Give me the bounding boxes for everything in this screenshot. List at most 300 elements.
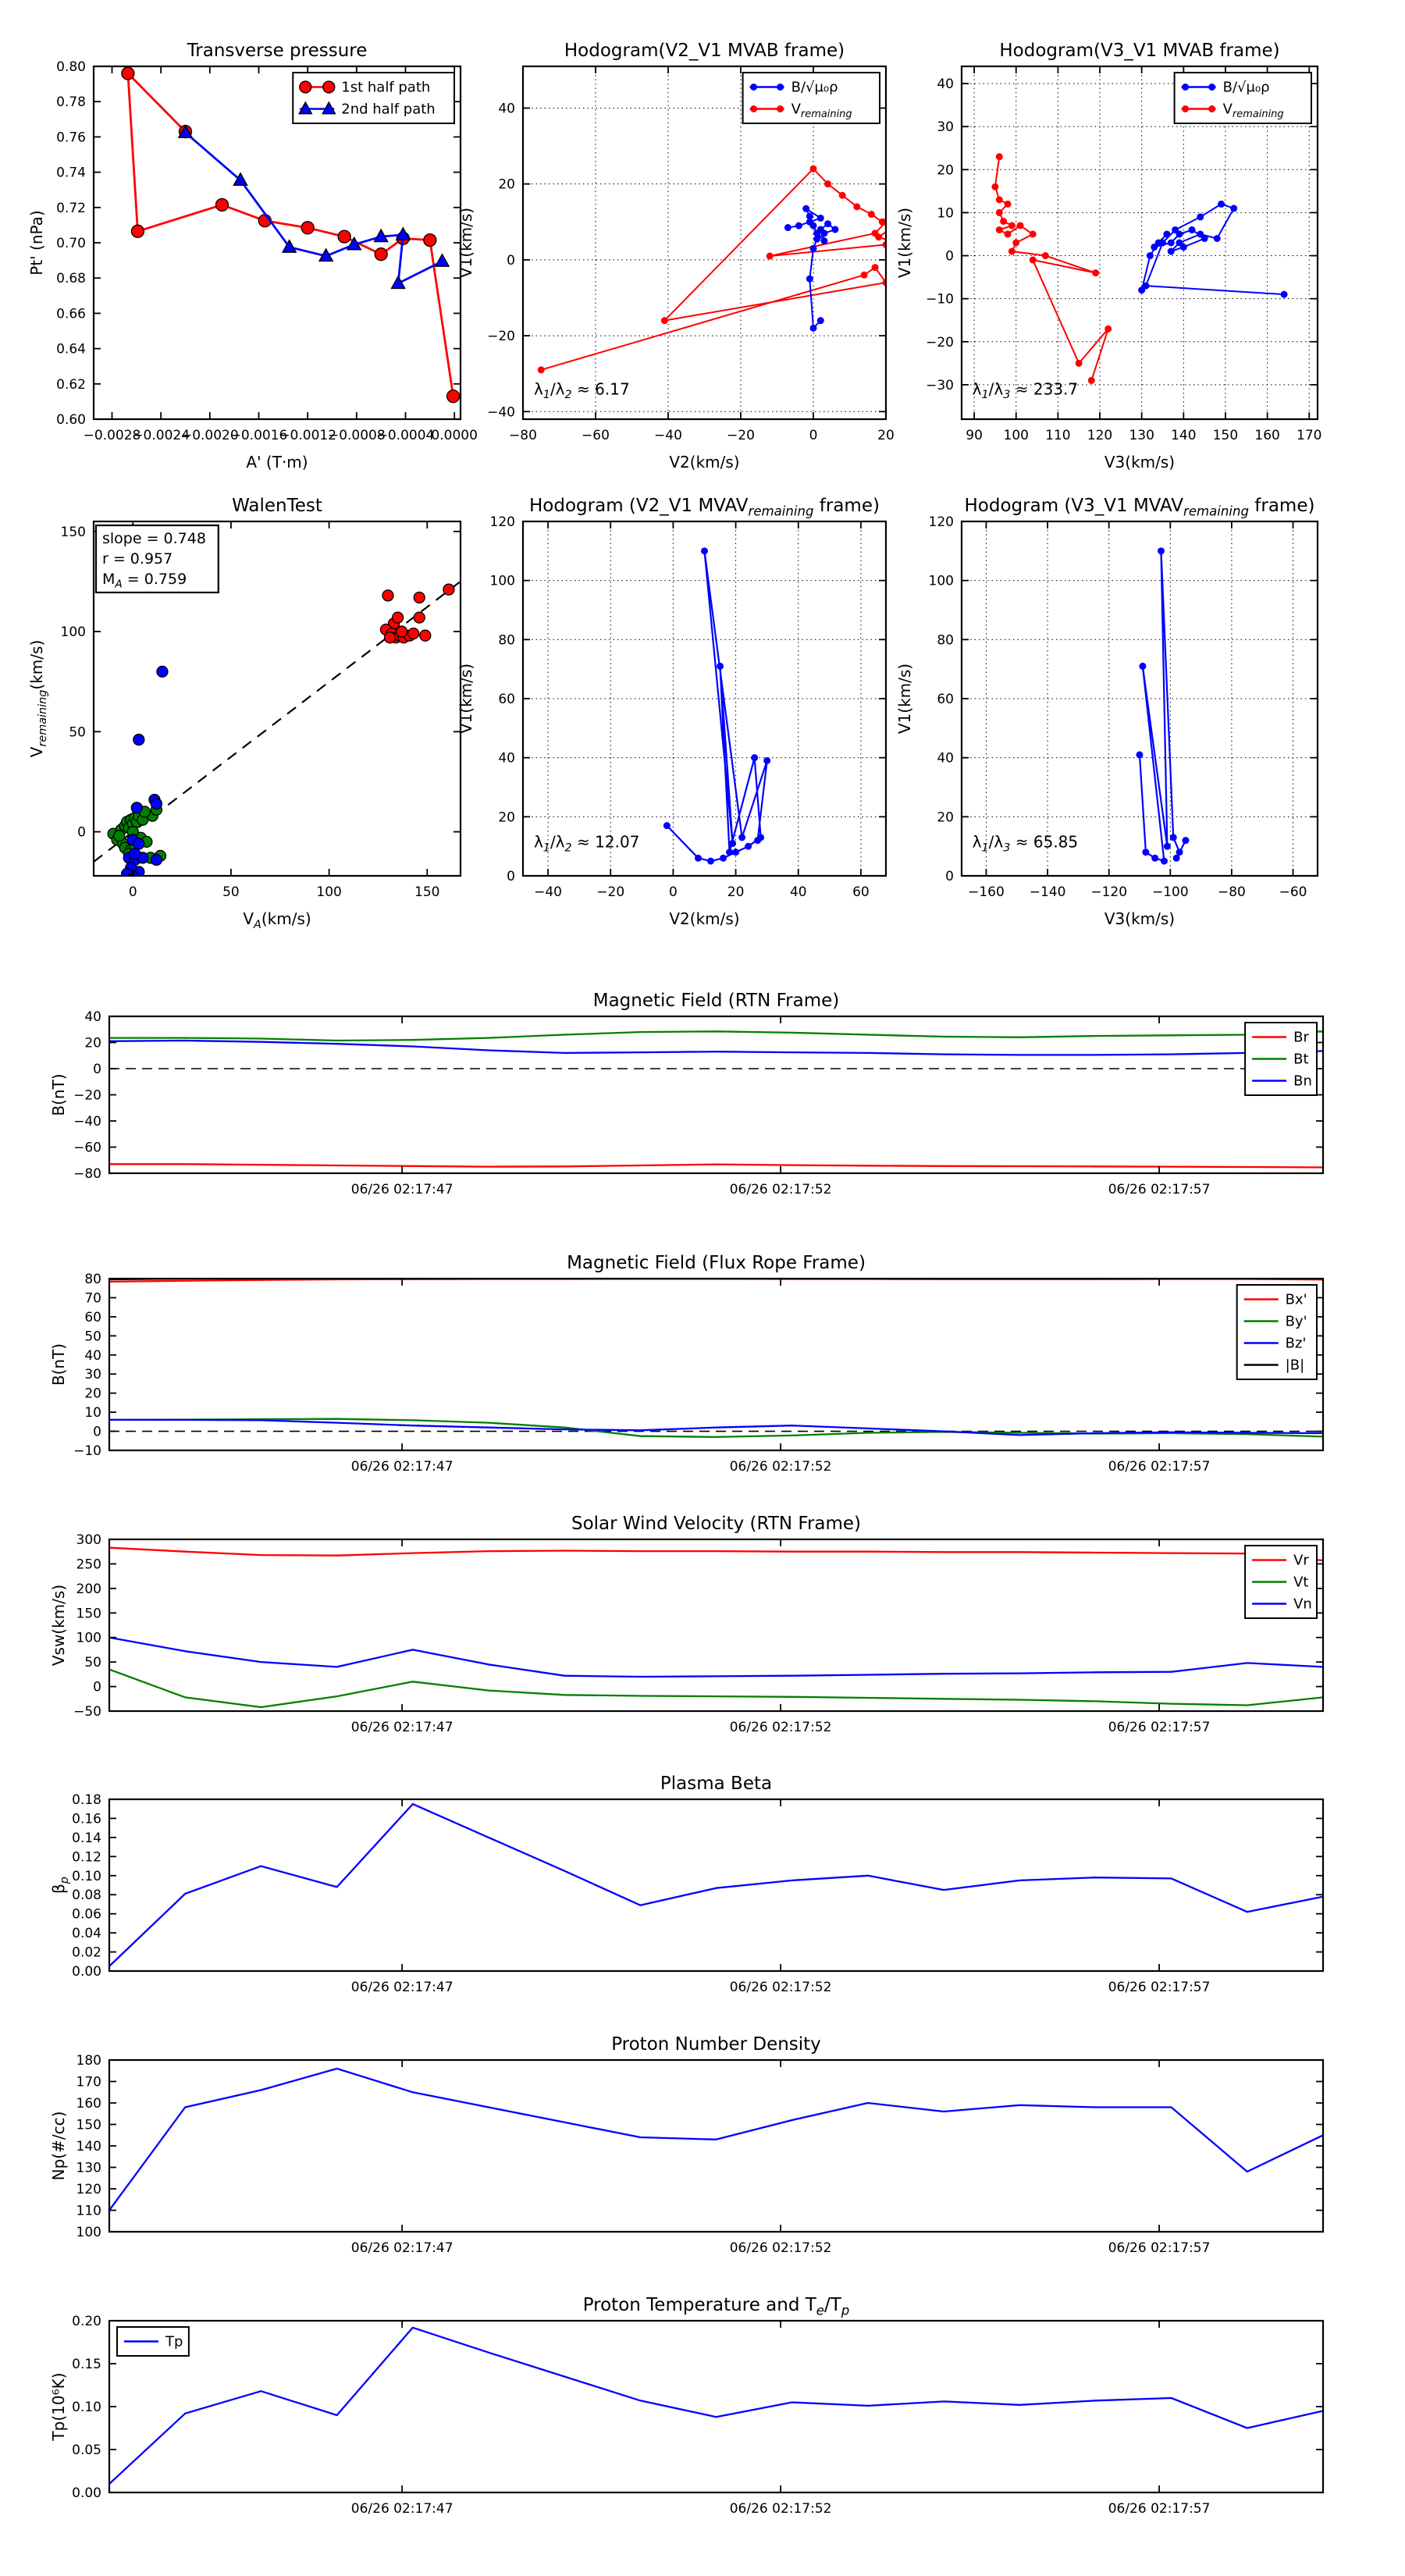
series-v-remaining	[538, 165, 908, 374]
svg-text:100: 100	[60, 624, 86, 641]
svg-text:0.80: 0.80	[56, 59, 86, 75]
marker-circle	[133, 838, 144, 849]
svg-text:90: 90	[966, 428, 983, 443]
svg-text:0.00: 0.00	[72, 2485, 101, 2501]
legend-label: Bn	[1293, 1073, 1312, 1090]
y-tick-labels	[487, 101, 515, 420]
svg-text:0: 0	[93, 1424, 101, 1440]
marker-dot	[1164, 843, 1171, 850]
marker-dot	[1104, 326, 1112, 333]
marker-circle	[382, 590, 393, 601]
marker-dot	[996, 196, 1003, 203]
axis-ticks	[109, 1279, 1323, 1450]
marker-circle	[131, 802, 142, 813]
svg-text:06/26 02:17:52: 06/26 02:17:52	[729, 2240, 832, 2256]
marker-circle	[393, 612, 404, 623]
svg-text:06/26 02:17:52: 06/26 02:17:52	[729, 2501, 832, 2517]
y-axis-label: Pt' (nPa)	[27, 210, 46, 276]
series-bn	[109, 1041, 1323, 1055]
svg-text:06/26 02:17:57: 06/26 02:17:57	[1108, 2240, 1211, 2256]
svg-text:06/26 02:17:57: 06/26 02:17:57	[1108, 1980, 1211, 1995]
marker-dot	[1139, 663, 1146, 670]
plot-b-fluxrope	[49, 1253, 1323, 1475]
svg-text:0.20: 0.20	[72, 2314, 101, 2329]
svg-text:−50: −50	[73, 1704, 101, 1720]
x-tick-labels	[509, 428, 895, 443]
marker-circle	[447, 390, 460, 403]
svg-text:50: 50	[84, 1329, 101, 1345]
svg-text:40: 40	[84, 1347, 101, 1364]
svg-text:0.04: 0.04	[72, 1926, 101, 1942]
marker-dot	[853, 203, 860, 210]
marker-dot	[777, 84, 784, 91]
marker-dot	[817, 317, 824, 324]
svg-text:0.66: 0.66	[56, 306, 86, 322]
svg-text:06/26 02:17:47: 06/26 02:17:47	[350, 1459, 454, 1475]
svg-text:0.08: 0.08	[72, 1888, 101, 1904]
marker-dot	[1151, 244, 1158, 251]
marker-dot	[1042, 252, 1049, 259]
legend-label: Bx'	[1285, 1291, 1307, 1308]
series-red-points	[380, 584, 454, 643]
stats-line: slope = 0.748	[102, 530, 206, 547]
svg-text:0: 0	[945, 248, 954, 265]
series-vt	[109, 1670, 1323, 1707]
svg-text:150: 150	[76, 1606, 101, 1622]
marker-dot	[996, 226, 1003, 233]
svg-text:−10: −10	[73, 1443, 101, 1459]
svg-text:0.70: 0.70	[56, 236, 86, 251]
svg-text:20: 20	[84, 1035, 101, 1051]
svg-text:10: 10	[84, 1405, 101, 1421]
series-v-remaining	[991, 153, 1112, 384]
marker-dot	[754, 837, 761, 844]
marker-dot	[1008, 248, 1016, 255]
svg-text:06/26 02:17:47: 06/26 02:17:47	[350, 1182, 454, 1197]
plot-tp	[49, 2295, 1323, 2517]
x-tick-labels	[351, 1980, 1211, 1995]
axis-ticks	[109, 2321, 1323, 2492]
plot-frame	[109, 1799, 1323, 1971]
marker-dot	[820, 229, 827, 237]
plot-title: Hodogram (V2_V1 $MVAV_{remaining}$ frame)	[529, 496, 880, 519]
svg-text:−60: −60	[1279, 884, 1307, 900]
svg-text:20: 20	[498, 809, 515, 826]
legend	[1245, 1546, 1317, 1618]
svg-text:200: 200	[76, 1581, 101, 1597]
marker-dot	[1182, 837, 1189, 844]
svg-text:0: 0	[93, 1062, 101, 1077]
legend-label: Vn	[1293, 1596, 1312, 1613]
plot-frame	[109, 1279, 1323, 1450]
svg-text:60: 60	[84, 1309, 101, 1325]
svg-text:−0.0004: −0.0004	[376, 428, 435, 443]
axis-ticks	[109, 1539, 1323, 1711]
axis-ticks	[109, 2060, 1323, 2232]
svg-text:80: 80	[84, 1272, 101, 1287]
x-tick-labels	[129, 884, 440, 900]
marker-circle	[301, 222, 314, 234]
plot-title: Hodogram(V2_V1 MVAB frame)	[564, 41, 845, 61]
svg-text:160: 160	[76, 2096, 101, 2112]
svg-text:180: 180	[76, 2053, 101, 2069]
svg-text:40: 40	[789, 884, 807, 900]
svg-text:130: 130	[76, 2160, 101, 2176]
legend-label: B/√μ₀ρ	[1222, 79, 1270, 96]
y-axis-label: B(nT)	[49, 1073, 68, 1116]
marker-dot	[720, 855, 727, 862]
marker-circle	[424, 234, 436, 247]
svg-text:0.18: 0.18	[72, 1792, 101, 1808]
legend-label: $V_{remaining}$	[1222, 101, 1284, 120]
legend	[293, 73, 454, 123]
marker-dot	[663, 822, 670, 829]
x-tick-labels	[968, 884, 1307, 900]
svg-text:140: 140	[1171, 428, 1197, 443]
plot-title: Magnetic Field (RTN Frame)	[592, 991, 840, 1011]
svg-text:20: 20	[937, 162, 954, 179]
y-tick-labels	[73, 1009, 101, 1182]
legend-label: B/√μ₀ρ	[791, 79, 838, 96]
svg-text:0.02: 0.02	[72, 1944, 101, 1961]
marker-circle	[443, 584, 454, 595]
plot-hodogram-v3v1-mvav	[895, 496, 1318, 928]
y-axis-label: V1(km/s)	[895, 207, 914, 279]
svg-text:50: 50	[222, 884, 240, 900]
svg-text:70: 70	[84, 1290, 101, 1307]
svg-text:−80: −80	[509, 428, 537, 443]
marker-dot	[810, 222, 817, 229]
y-tick-labels	[73, 1272, 101, 1459]
marker-dot	[810, 325, 817, 332]
svg-text:80: 80	[937, 632, 954, 649]
marker-dot	[717, 663, 724, 670]
marker-circle	[157, 666, 168, 677]
marker-dot	[1012, 240, 1019, 247]
marker-triangle	[392, 276, 405, 288]
marker-dot	[745, 843, 752, 850]
svg-text:50: 50	[84, 1655, 101, 1671]
legend	[743, 73, 880, 123]
x-axis-label: V2(km/s)	[669, 453, 740, 471]
svg-text:−80: −80	[1217, 884, 1246, 900]
marker-dot	[886, 237, 893, 244]
x-tick-labels	[84, 428, 478, 443]
svg-text:20: 20	[498, 176, 515, 193]
marker-dot	[1151, 855, 1158, 862]
marker-dot	[695, 855, 702, 862]
plot-b-rtn	[49, 991, 1323, 1197]
plot-title: Solar Wind Velocity (RTN Frame)	[571, 1514, 862, 1534]
plot-frame	[109, 2060, 1323, 2232]
marker-dot	[707, 858, 714, 865]
svg-text:120: 120	[489, 514, 515, 530]
marker-circle	[122, 67, 134, 80]
svg-text:0.12: 0.12	[72, 1849, 101, 1866]
marker-dot	[732, 849, 739, 856]
marker-dot	[1005, 230, 1012, 237]
marker-dot	[1158, 547, 1165, 554]
series-bt	[109, 1031, 1323, 1041]
marker-dot	[1218, 201, 1225, 208]
marker-dot	[1142, 849, 1149, 856]
svg-text:0.72: 0.72	[56, 200, 86, 216]
svg-text:60: 60	[852, 884, 870, 900]
plot-title: WalenTest	[232, 496, 322, 516]
series-tp	[109, 2328, 1323, 2484]
svg-text:−0.0008: −0.0008	[327, 428, 386, 443]
svg-text:110: 110	[1045, 428, 1071, 443]
marker-circle	[414, 592, 425, 603]
svg-text:−10: −10	[926, 291, 954, 308]
marker-dot	[767, 253, 774, 260]
svg-text:50: 50	[69, 724, 86, 741]
svg-text:110: 110	[76, 2203, 101, 2219]
svg-text:−40: −40	[534, 884, 563, 900]
svg-text:0: 0	[128, 884, 137, 900]
svg-text:0: 0	[945, 869, 954, 884]
legend-label: Bt	[1293, 1051, 1309, 1068]
svg-text:−100: −100	[1151, 884, 1189, 900]
svg-text:0.06: 0.06	[72, 1906, 101, 1923]
y-axis-label: B(nT)	[49, 1343, 68, 1386]
marker-dot	[824, 180, 831, 187]
marker-dot	[1197, 230, 1204, 237]
legend	[1175, 73, 1311, 123]
svg-text:−0.0024: −0.0024	[132, 428, 190, 443]
marker-circle	[414, 612, 425, 623]
marker-circle	[131, 225, 144, 237]
marker-dot	[1076, 360, 1083, 367]
series-b-over-sqrt-mu0-rho	[1138, 201, 1287, 298]
marker-circle	[300, 81, 311, 93]
marker-circle	[114, 831, 125, 841]
svg-text:60: 60	[498, 692, 515, 707]
svg-text:170: 170	[76, 2074, 101, 2090]
svg-text:40: 40	[498, 101, 515, 117]
svg-text:100: 100	[1003, 428, 1029, 443]
svg-text:06/26 02:17:52: 06/26 02:17:52	[729, 1720, 832, 1735]
plot-frame	[109, 2321, 1323, 2492]
axis-ticks	[109, 1799, 1323, 1971]
marker-circle	[420, 630, 431, 641]
svg-text:0.10: 0.10	[72, 2400, 101, 2415]
plot-title: Hodogram (V3_V1 $MVAV_{remaining}$ frame)	[964, 496, 1315, 519]
marker-dot	[996, 153, 1003, 160]
svg-text:0: 0	[507, 252, 515, 269]
marker-dot	[1161, 858, 1168, 865]
marker-dot	[750, 84, 757, 91]
marker-dot	[1168, 240, 1175, 247]
y-tick-labels	[56, 59, 86, 428]
marker-dot	[729, 840, 736, 847]
y-axis-label: Vsw(km/s)	[49, 1584, 68, 1667]
y-axis-label: V1(km/s)	[457, 207, 475, 279]
annotation: $\lambda_1/\lambda_2 \approx 12.07$	[533, 832, 640, 855]
x-axis-label: V3(km/s)	[1104, 909, 1176, 928]
marker-dot	[820, 237, 827, 244]
legend	[1245, 1023, 1317, 1095]
marker-dot	[1000, 218, 1007, 225]
marker-dot	[1030, 257, 1037, 264]
marker-dot	[1172, 226, 1179, 233]
legend-label: $V_{remaining}$	[791, 101, 852, 120]
marker-dot	[1168, 248, 1175, 255]
svg-text:100: 100	[76, 2225, 101, 2240]
svg-text:120: 120	[928, 514, 954, 530]
svg-text:−40: −40	[73, 1114, 101, 1130]
marker-dot	[763, 757, 770, 764]
plot-title: Hodogram(V3_V1 MVAB frame)	[999, 41, 1280, 61]
marker-dot	[661, 317, 668, 324]
annotation: $\lambda_1/\lambda_2 \approx 6.17$	[533, 379, 630, 402]
legend	[1237, 1285, 1317, 1379]
plot-title: Magnetic Field (Flux Rope Frame)	[567, 1253, 866, 1273]
svg-text:06/26 02:17:47: 06/26 02:17:47	[350, 1720, 454, 1735]
plot-title: Proton Temperature and $T_e/T_p$	[582, 2295, 850, 2318]
svg-text:100: 100	[928, 573, 954, 589]
y-tick-labels	[490, 514, 515, 884]
svg-text:250: 250	[76, 1557, 101, 1573]
marker-dot	[1182, 105, 1189, 112]
marker-dot	[1136, 751, 1144, 758]
svg-text:80: 80	[498, 632, 515, 649]
marker-dot	[1159, 240, 1166, 247]
svg-text:−0.0028: −0.0028	[83, 428, 141, 443]
svg-text:20: 20	[727, 884, 745, 900]
annotation: $\lambda_1/\lambda_3 \approx 233.7$	[972, 379, 1079, 402]
svg-text:0.0000: 0.0000	[431, 428, 478, 443]
svg-text:06/26 02:17:57: 06/26 02:17:57	[1108, 1720, 1211, 1735]
svg-text:0.16: 0.16	[72, 1811, 101, 1827]
svg-text:150: 150	[76, 2117, 101, 2133]
y-axis-label: $V_{remaining}(km/s)$	[27, 639, 49, 758]
marker-dot	[868, 211, 875, 218]
marker-triangle	[436, 254, 449, 266]
svg-text:40: 40	[498, 750, 515, 767]
legend-label: 2nd half path	[341, 101, 436, 118]
x-axis-label: V3(km/s)	[1104, 453, 1176, 471]
svg-text:06/26 02:17:52: 06/26 02:17:52	[729, 1182, 832, 1197]
svg-text:20: 20	[937, 809, 954, 826]
svg-text:0.64: 0.64	[56, 341, 86, 358]
svg-text:06/26 02:17:47: 06/26 02:17:47	[350, 2501, 454, 2517]
y-tick-labels	[72, 1792, 101, 1980]
plot-walen-test	[27, 496, 461, 931]
series-bz	[109, 1420, 1323, 1436]
marker-dot	[701, 547, 708, 554]
svg-text:0: 0	[507, 869, 515, 884]
marker-dot	[996, 209, 1003, 216]
y-axis-label: $\beta_p$	[49, 1877, 71, 1894]
svg-text:0: 0	[93, 1679, 101, 1695]
marker-dot	[750, 105, 757, 112]
svg-text:170: 170	[1297, 428, 1322, 443]
svg-text:100: 100	[489, 573, 515, 589]
stats-line: r = 0.957	[102, 550, 173, 568]
marker-circle	[216, 198, 229, 211]
svg-text:0.78: 0.78	[56, 94, 86, 111]
svg-text:40: 40	[937, 750, 954, 767]
legend-label: Tp	[165, 2333, 183, 2350]
marker-dot	[1030, 230, 1037, 237]
svg-text:130: 130	[1129, 428, 1154, 443]
x-tick-labels	[351, 2240, 1211, 2256]
marker-dot	[1143, 283, 1150, 290]
svg-text:06/26 02:17:57: 06/26 02:17:57	[1108, 2501, 1211, 2517]
marker-circle	[151, 799, 162, 809]
svg-text:150: 150	[414, 884, 440, 900]
marker-dot	[1189, 226, 1196, 233]
marker-dot	[1005, 201, 1012, 208]
svg-text:30: 30	[84, 1367, 101, 1383]
marker-dot	[1208, 84, 1215, 91]
marker-circle	[130, 849, 140, 859]
svg-text:−60: −60	[73, 1140, 101, 1156]
svg-text:06/26 02:17:47: 06/26 02:17:47	[350, 2240, 454, 2256]
marker-dot	[1173, 855, 1180, 862]
y-axis-label: V1(km/s)	[895, 663, 914, 735]
x-tick-labels	[351, 1182, 1211, 1197]
svg-text:−40: −40	[487, 404, 515, 421]
plot-title: Plasma Beta	[660, 1774, 773, 1794]
svg-text:06/26 02:17:52: 06/26 02:17:52	[729, 1459, 832, 1475]
marker-dot	[824, 220, 831, 227]
y-tick-labels	[61, 525, 86, 841]
svg-text:0.15: 0.15	[72, 2357, 101, 2372]
svg-text:06/26 02:17:57: 06/26 02:17:57	[1108, 1182, 1211, 1197]
marker-dot	[1170, 834, 1177, 841]
x-tick-labels	[966, 428, 1321, 443]
legend-label: Vr	[1293, 1552, 1309, 1569]
marker-dot	[1214, 235, 1221, 242]
marker-dot	[872, 229, 879, 237]
legend-label: By'	[1285, 1313, 1307, 1330]
y-axis-label: Tp(10⁶K)	[49, 2372, 68, 2441]
marker-dot	[1017, 222, 1024, 229]
plot-hodogram-v3v1-mvab	[895, 41, 1321, 471]
svg-text:0.14: 0.14	[72, 1830, 101, 1846]
svg-text:−20: −20	[727, 428, 755, 443]
svg-text:150: 150	[1212, 428, 1239, 443]
stats-box	[96, 525, 219, 592]
svg-text:−60: −60	[582, 428, 610, 443]
svg-text:−20: −20	[73, 1087, 101, 1104]
marker-circle	[338, 230, 350, 243]
marker-dot	[831, 226, 838, 233]
marker-circle	[375, 248, 387, 261]
plot-title: Proton Number Density	[611, 2034, 821, 2055]
marker-circle	[151, 854, 162, 865]
svg-text:−20: −20	[926, 334, 954, 350]
marker-dot	[538, 366, 545, 373]
svg-text:−40: −40	[654, 428, 682, 443]
svg-text:100: 100	[76, 1630, 101, 1646]
svg-text:140: 140	[76, 2139, 101, 2154]
y-axis-label: Np(#/cc)	[49, 2111, 68, 2181]
x-axis-label: V2(km/s)	[669, 909, 740, 928]
y-tick-labels	[76, 2053, 101, 2240]
svg-text:300: 300	[76, 1532, 101, 1548]
svg-text:0: 0	[77, 824, 86, 841]
marker-dot	[991, 183, 998, 190]
x-axis-label: $V_A(km/s)$	[243, 909, 311, 931]
marker-circle	[408, 628, 419, 639]
y-tick-labels	[73, 1532, 101, 1720]
svg-text:−120: −120	[1090, 884, 1128, 900]
marker-dot	[1008, 222, 1016, 229]
series-np	[109, 2069, 1323, 2211]
